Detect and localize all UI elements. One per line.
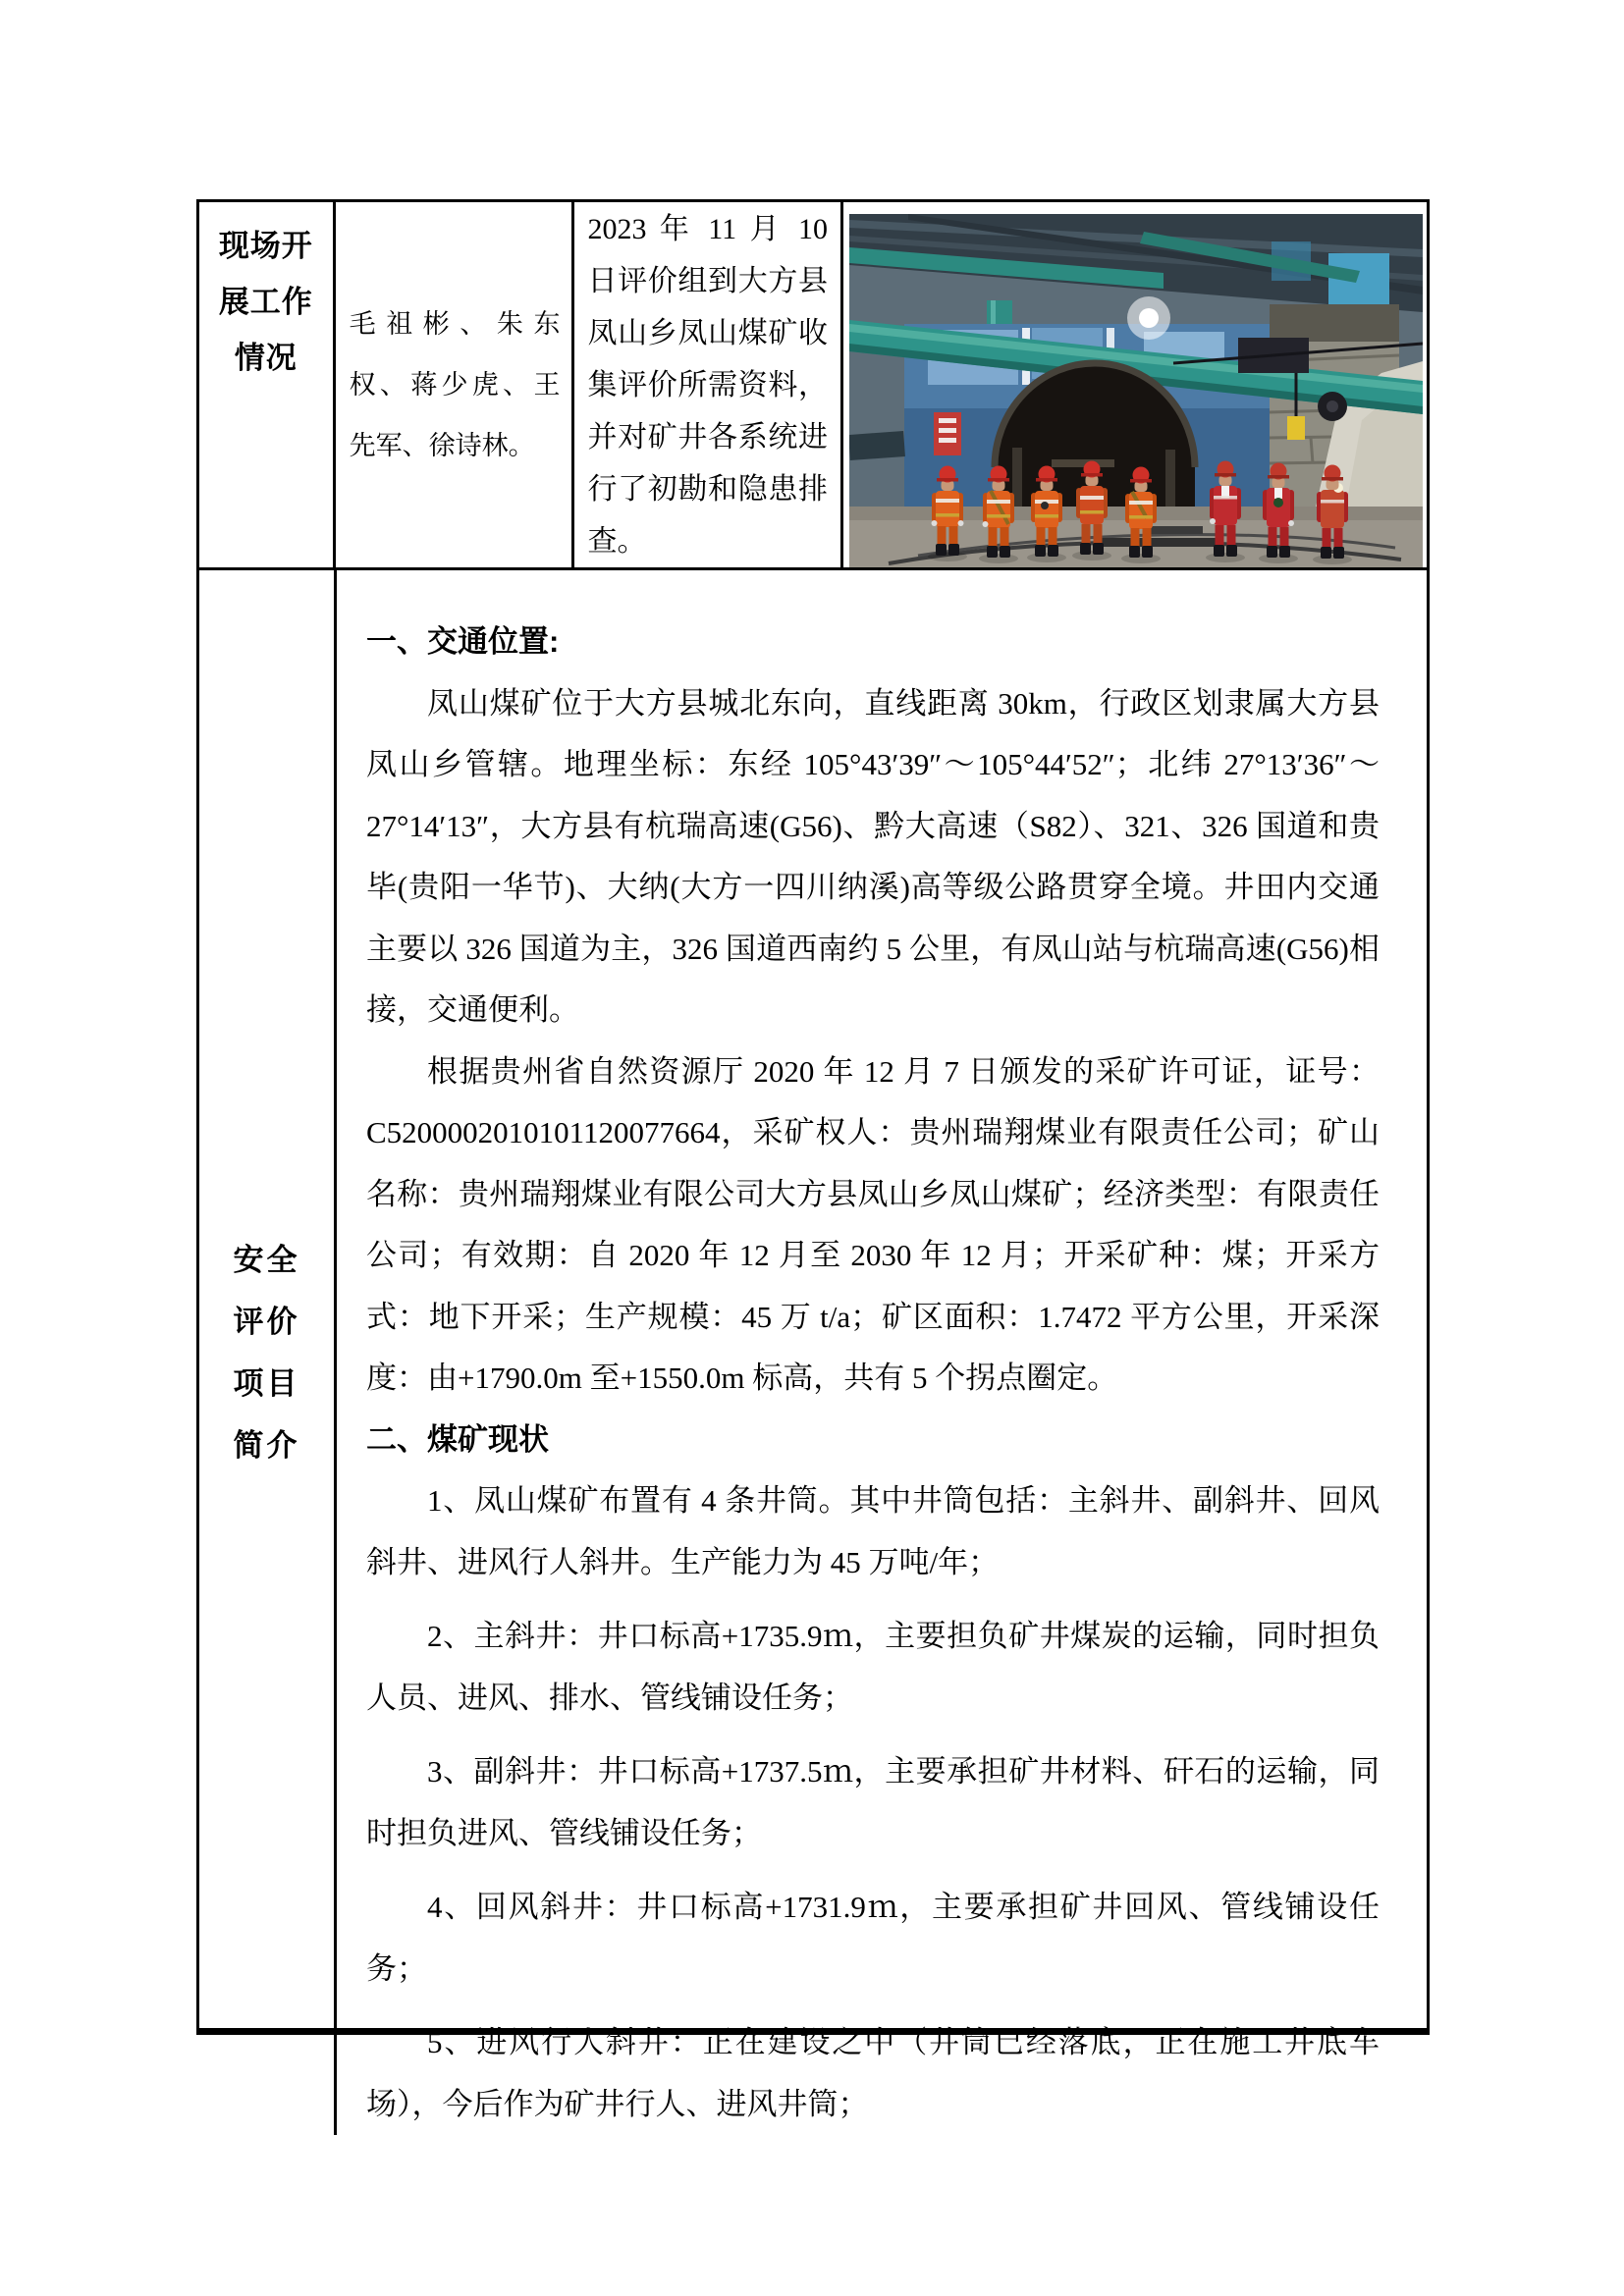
header-line: 安全	[233, 1243, 300, 1277]
mine-status-item-3: 3、副斜井：井口标高+1737.5ｍ，主要承担矿井材料、矸石的运输，同时担负进风、管线铺设任务；	[366, 1754, 1380, 1850]
mine-status-item-2: 2、主斜井：井口标高+1735.9ｍ，主要担负矿井煤炭的运输，同时担负人员、进风、排水、管线铺设任务；	[366, 1619, 1380, 1715]
project-intro-header-cell	[199, 570, 337, 2135]
section-title-traffic-location: 一、交通位置:	[366, 624, 560, 659]
mine-status-item-1: 1、凤山煤矿布置有 4 条井筒。其中井筒包括：主斜井、副斜井、回风斜井、进风行人斜井。生产能力为 45 万吨/年；	[366, 1483, 1380, 1579]
header-line: 简介	[233, 1428, 300, 1463]
header-line: 评价	[233, 1305, 300, 1339]
header-line: 项目	[233, 1366, 300, 1401]
traffic-location-paragraph-1: 凤山煤矿位于大方县城北东向，直线距离 30km，行政区划隶属大方县凤山乡管辖。地理坐标：东经 105°43′39″～105°44′52″；北纬 27°13′36″～27°14′13″，大方县有杭瑞高速(G56)、黔大高速（S82）、321、326 国道和贵毕(贵阳一华节)、大纳(大方一四川纳溪)高等级公路贯穿全境。井田内交通主要以 326 国道为主，326 国道西南约 5 公里，有凤山站与杭瑞高速(G56)相接，交通便利。	[366, 685, 1380, 1027]
mine-status-item-4: 4、回风斜井：井口标高+1731.9ｍ，主要承担矿井回风、管线铺设任务；	[366, 1890, 1380, 1986]
portal-sign	[934, 412, 961, 455]
participants-text: 毛祖彬、朱东权、蒋少虎、王先军、徐诗林。	[349, 309, 561, 460]
activity-text: 2023 年 11 月 10 日评价组到大方县凤山乡凤山煤矿收集评价所需资料，并对矿井各系统进行了初勘和隐患排查。	[587, 212, 828, 558]
row-project-intro	[199, 570, 1427, 2135]
participants-cell	[336, 202, 575, 567]
traffic-location-paragraph-2: 根据贵州省自然资源厅 2020 年 12 月 7 日颁发的采矿许可证，证号：C5200002010101120077664，采矿权人：贵州瑞翔煤业有限责任公司；矿山名称：贵州瑞翔煤业有限公司大方县凤山乡凤山煤矿；经济类型：有限责任公司；有效期：自 2020 年 12 月至 2030 年 12 月；开采矿种：煤；开采方式：地下开采；生产规模：45 万 t/a；矿区面积：1.7472 平方公里，开采深度：由+1790.0m 至+1550.0m 标高，共有 5 个拐点圈定。	[366, 1053, 1380, 1395]
site-photo	[849, 214, 1423, 567]
header-line: 情况	[234, 341, 298, 375]
photo-cell	[843, 202, 1427, 567]
miners-group	[928, 461, 1352, 565]
row-field-work	[199, 202, 1427, 570]
report-table	[196, 199, 1430, 2121]
section-title-mine-status: 二、煤矿现状	[366, 1421, 549, 1457]
field-work-header-cell	[199, 202, 336, 567]
project-intro-content-cell	[337, 570, 1427, 2135]
header-line: 展工作	[218, 285, 313, 319]
activity-cell	[574, 202, 843, 567]
mine-status-item-5: 5、进风行人斜井：正在建设之中（井筒已经落底，正在施工井底车场），今后作为矿井行人、进风井筒；	[366, 2025, 1380, 2121]
header-line: 现场开	[218, 229, 313, 263]
lamp-glare	[1127, 296, 1170, 340]
